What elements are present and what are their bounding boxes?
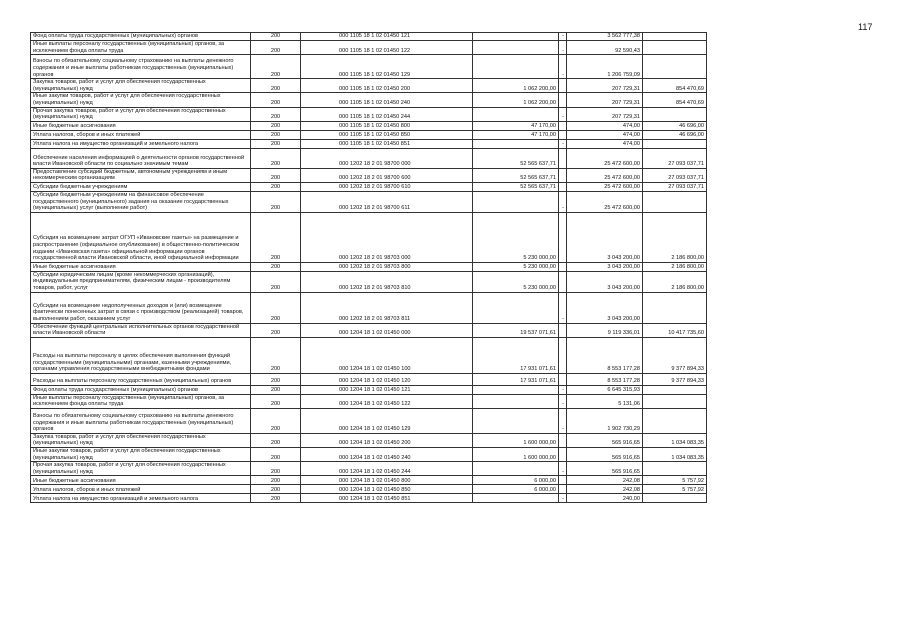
table-row xyxy=(31,121,707,130)
row-executed-amount: 207 729,31 xyxy=(567,93,643,107)
row-name: Предоставление субсидий бюджетным, автономным учреждениям и иным некоммерческим организациям xyxy=(31,168,251,182)
row-name: Фонд оплаты труда государственных (муниципальных) органов xyxy=(31,33,251,41)
row-approved-amount xyxy=(473,107,559,121)
row-code: 200 xyxy=(251,79,301,93)
row-marker: - xyxy=(559,394,567,408)
row-code: 200 xyxy=(251,148,301,168)
row-code: 200 xyxy=(251,93,301,107)
row-approved-amount: 6 000,00 xyxy=(473,476,559,485)
row-approved-amount: 52 565 637,71 xyxy=(473,168,559,182)
row-name: Закупка товаров, работ и услуг для обеспечения государственных (муниципальных) нужд xyxy=(31,433,251,447)
row-executed-amount: 92 590,43 xyxy=(567,41,643,55)
table-row xyxy=(31,130,707,139)
row-marker: - xyxy=(559,494,567,503)
budget-table-body xyxy=(31,33,707,503)
row-executed-amount: 207 729,31 xyxy=(567,107,643,121)
row-name: Иные бюджетные ассигнования xyxy=(31,476,251,485)
row-kbk: 000 1202 18 2 01 98703 811 xyxy=(301,292,473,323)
row-approved-amount: 52 565 637,71 xyxy=(473,182,559,191)
row-code: 200 xyxy=(251,476,301,485)
row-approved-amount xyxy=(473,33,559,41)
table-row xyxy=(31,433,707,447)
row-name: Обеспечение функций центральных исполнительных органов государственной власти Ивановской области xyxy=(31,323,251,337)
row-approved-amount xyxy=(473,494,559,503)
row-kbk: 000 1105 18 1 02 01450 129 xyxy=(301,55,473,79)
row-kbk: 000 1204 18 1 02 01450 851 xyxy=(301,494,473,503)
row-unexecuted-amount: 1 034 083,35 xyxy=(643,433,707,447)
row-code: 200 xyxy=(251,485,301,494)
row-name: Закупка товаров, работ и услуг для обеспечения государственных (муниципальных) нужд xyxy=(31,79,251,93)
table-row xyxy=(31,107,707,121)
row-code: 200 xyxy=(251,33,301,41)
row-name: Обеспечение населения информацией о деятельности органов государственной власти Ивановской области по социально значимым темам xyxy=(31,148,251,168)
row-marker: - xyxy=(559,385,567,394)
row-kbk: 000 1204 18 1 02 01450 100 xyxy=(301,337,473,373)
table-row xyxy=(31,408,707,433)
row-code: 200 xyxy=(251,191,301,212)
row-unexecuted-amount: 46 696,00 xyxy=(643,130,707,139)
row-executed-amount: 1 902 730,29 xyxy=(567,408,643,433)
row-unexecuted-amount: 2 186 800,00 xyxy=(643,262,707,271)
row-executed-amount: 3 562 777,38 xyxy=(567,33,643,41)
row-code: 200 xyxy=(251,337,301,373)
row-name: Фонд оплаты труда государственных (муниципальных) органов xyxy=(31,385,251,394)
row-code: 200 xyxy=(251,130,301,139)
row-unexecuted-amount: 10 417 735,60 xyxy=(643,323,707,337)
table-row xyxy=(31,292,707,323)
row-executed-amount: 474,00 xyxy=(567,130,643,139)
row-executed-amount: 25 472 600,00 xyxy=(567,182,643,191)
row-executed-amount: 8 553 177,28 xyxy=(567,373,643,385)
table-row xyxy=(31,394,707,408)
row-executed-amount: 565 916,65 xyxy=(567,462,643,476)
row-kbk: 000 1105 18 1 02 01450 800 xyxy=(301,121,473,130)
row-code: 200 xyxy=(251,292,301,323)
row-executed-amount: 3 043 200,00 xyxy=(567,271,643,292)
row-name: Уплата налогов, сборов и иных платежей xyxy=(31,485,251,494)
row-code: 200 xyxy=(251,121,301,130)
row-approved-amount: 1 062 200,00 xyxy=(473,93,559,107)
row-unexecuted-amount: 46 696,00 xyxy=(643,121,707,130)
row-code: 200 xyxy=(251,408,301,433)
row-executed-amount: 565 916,65 xyxy=(567,448,643,462)
row-code: 200 xyxy=(251,323,301,337)
row-code: 200 xyxy=(251,271,301,292)
row-name: Прочая закупка товаров, работ и услуг для обеспечения государственных (муниципальных) нужд xyxy=(31,107,251,121)
row-marker xyxy=(559,168,567,182)
row-code: 200 xyxy=(251,212,301,262)
row-unexecuted-amount: 2 186 800,00 xyxy=(643,271,707,292)
row-marker xyxy=(559,182,567,191)
row-name: Уплата налога на имущество организаций и земельного налога xyxy=(31,494,251,503)
row-name: Иные бюджетные ассигнования xyxy=(31,262,251,271)
row-name: Иные выплаты персоналу государственных (муниципальных) органов, за исключением фонда оплаты труда xyxy=(31,41,251,55)
row-name: Расходы на выплаты персоналу государственных (муниципальных) органов xyxy=(31,373,251,385)
row-executed-amount: 474,00 xyxy=(567,139,643,148)
row-kbk: 000 1202 18 2 01 98703 800 xyxy=(301,262,473,271)
row-kbk: 000 1204 18 1 02 01450 244 xyxy=(301,462,473,476)
table-row xyxy=(31,262,707,271)
row-kbk: 000 1204 18 1 02 01450 800 xyxy=(301,476,473,485)
row-unexecuted-amount xyxy=(643,33,707,41)
row-marker: - xyxy=(559,55,567,79)
row-marker: - xyxy=(559,33,567,41)
row-kbk: 000 1204 18 1 02 01450 200 xyxy=(301,433,473,447)
row-unexecuted-amount: 5 757,92 xyxy=(643,485,707,494)
table-row xyxy=(31,139,707,148)
row-marker xyxy=(559,79,567,93)
row-kbk: 000 1204 18 1 02 01450 129 xyxy=(301,408,473,433)
row-code: 200 xyxy=(251,462,301,476)
row-executed-amount: 207 729,31 xyxy=(567,79,643,93)
table-row xyxy=(31,212,707,262)
row-executed-amount: 25 472 600,00 xyxy=(567,168,643,182)
row-kbk: 000 1204 18 1 02 01450 121 xyxy=(301,385,473,394)
row-kbk: 000 1204 18 1 02 01450 850 xyxy=(301,485,473,494)
row-marker xyxy=(559,148,567,168)
table-row xyxy=(31,41,707,55)
row-marker xyxy=(559,485,567,494)
row-unexecuted-amount: 27 093 037,71 xyxy=(643,168,707,182)
row-approved-amount: 1 600 000,00 xyxy=(473,433,559,447)
row-approved-amount xyxy=(473,41,559,55)
table-row xyxy=(31,373,707,385)
row-executed-amount: 3 043 200,00 xyxy=(567,212,643,262)
table-row xyxy=(31,33,707,41)
row-code: 200 xyxy=(251,448,301,462)
row-marker xyxy=(559,323,567,337)
row-unexecuted-amount: 854 470,69 xyxy=(643,79,707,93)
row-approved-amount xyxy=(473,139,559,148)
row-name: Иные бюджетные ассигнования xyxy=(31,121,251,130)
row-code: 200 xyxy=(251,373,301,385)
row-executed-amount: 565 916,65 xyxy=(567,433,643,447)
row-approved-amount: 47 170,00 xyxy=(473,121,559,130)
row-kbk: 000 1105 18 1 02 01450 121 xyxy=(301,33,473,41)
row-approved-amount xyxy=(473,191,559,212)
row-code: 200 xyxy=(251,494,301,503)
row-kbk: 000 1202 18 2 01 98700 610 xyxy=(301,182,473,191)
row-approved-amount xyxy=(473,385,559,394)
row-unexecuted-amount: 5 757,92 xyxy=(643,476,707,485)
row-marker xyxy=(559,337,567,373)
row-approved-amount: 47 170,00 xyxy=(473,130,559,139)
row-unexecuted-amount: 2 186 800,00 xyxy=(643,212,707,262)
row-kbk: 000 1105 18 1 02 01450 244 xyxy=(301,107,473,121)
row-marker: - xyxy=(559,462,567,476)
row-approved-amount: 1 600 000,00 xyxy=(473,448,559,462)
row-kbk: 000 1105 18 1 02 01450 240 xyxy=(301,93,473,107)
table-row xyxy=(31,385,707,394)
row-name: Субсидии юридическим лицам (кроме некоммерческих организаций), индивидуальным предпринимателям, физическим лицам - производителям товаров, работ, услуг xyxy=(31,271,251,292)
row-executed-amount: 242,08 xyxy=(567,476,643,485)
table-row xyxy=(31,271,707,292)
row-marker: - xyxy=(559,408,567,433)
row-name: Расходы на выплаты персоналу в целях обеспечения выполнения функций государственными (муниципальными) органами, казенными учреждениями, органами управления государственными внебюджетными фондами xyxy=(31,337,251,373)
row-executed-amount: 3 043 200,00 xyxy=(567,262,643,271)
table-row xyxy=(31,337,707,373)
row-approved-amount: 5 230 000,00 xyxy=(473,271,559,292)
table-row xyxy=(31,148,707,168)
row-unexecuted-amount xyxy=(643,55,707,79)
row-unexecuted-amount xyxy=(643,107,707,121)
row-kbk: 000 1202 18 2 01 98703 810 xyxy=(301,271,473,292)
row-name: Иные выплаты персоналу государственных (муниципальных) органов, за исключением фонда оплаты труда xyxy=(31,394,251,408)
row-executed-amount: 5 131,06 xyxy=(567,394,643,408)
row-approved-amount: 5 230 000,00 xyxy=(473,262,559,271)
row-approved-amount: 5 230 000,00 xyxy=(473,212,559,262)
row-executed-amount: 240,00 xyxy=(567,494,643,503)
row-approved-amount xyxy=(473,462,559,476)
row-marker xyxy=(559,212,567,262)
row-kbk: 000 1202 18 2 01 98703 000 xyxy=(301,212,473,262)
row-marker: - xyxy=(559,292,567,323)
row-kbk: 000 1202 18 2 01 98700 600 xyxy=(301,168,473,182)
row-marker xyxy=(559,448,567,462)
row-kbk: 000 1204 18 1 02 01450 240 xyxy=(301,448,473,462)
row-kbk: 000 1204 18 1 02 01450 120 xyxy=(301,373,473,385)
row-kbk: 000 1105 18 1 02 01450 851 xyxy=(301,139,473,148)
row-unexecuted-amount: 9 377 894,33 xyxy=(643,337,707,373)
row-approved-amount xyxy=(473,55,559,79)
row-approved-amount: 52 565 637,71 xyxy=(473,148,559,168)
row-approved-amount: 19 537 071,61 xyxy=(473,323,559,337)
row-executed-amount: 242,08 xyxy=(567,485,643,494)
row-marker: - xyxy=(559,41,567,55)
row-unexecuted-amount xyxy=(643,191,707,212)
row-name: Взносы по обязательному социальному страхованию на выплаты денежного содержания и иные выплаты работникам государственных (муниципальных) органов xyxy=(31,55,251,79)
row-name: Уплата налога на имущество организаций и земельного налога xyxy=(31,139,251,148)
row-approved-amount xyxy=(473,292,559,323)
row-kbk: 000 1204 18 1 02 01450 000 xyxy=(301,323,473,337)
row-unexecuted-amount xyxy=(643,292,707,323)
row-marker xyxy=(559,271,567,292)
row-approved-amount: 6 000,00 xyxy=(473,485,559,494)
row-code: 200 xyxy=(251,55,301,79)
row-kbk: 000 1105 18 1 02 01450 122 xyxy=(301,41,473,55)
table-row xyxy=(31,448,707,462)
row-marker: - xyxy=(559,139,567,148)
table-row xyxy=(31,323,707,337)
row-kbk: 000 1202 18 2 01 98700 611 xyxy=(301,191,473,212)
row-name: Уплата налогов, сборов и иных платежей xyxy=(31,130,251,139)
row-unexecuted-amount xyxy=(643,139,707,148)
row-unexecuted-amount: 854 470,69 xyxy=(643,93,707,107)
row-marker: - xyxy=(559,191,567,212)
row-code: 200 xyxy=(251,107,301,121)
row-unexecuted-amount xyxy=(643,494,707,503)
row-name: Иные закупки товаров, работ и услуг для обеспечения государственных (муниципальных) нужд xyxy=(31,448,251,462)
row-kbk: 000 1202 18 2 01 98700 000 xyxy=(301,148,473,168)
table-row xyxy=(31,485,707,494)
row-executed-amount: 6 645 315,93 xyxy=(567,385,643,394)
table-row xyxy=(31,55,707,79)
row-code: 200 xyxy=(251,262,301,271)
row-name: Субсидия на возмещение затрат ОГУП «Ивановские газеты» на размещение и распространение (официальное опубликование) в общественно-политическом издании «Ивановская газета» официальной информации органов государственной власти Ивановской области, иной официальной информации xyxy=(31,212,251,262)
row-executed-amount: 25 472 600,00 xyxy=(567,148,643,168)
table-row xyxy=(31,494,707,503)
row-unexecuted-amount xyxy=(643,408,707,433)
row-approved-amount xyxy=(473,408,559,433)
row-executed-amount: 9 119 336,01 xyxy=(567,323,643,337)
row-name: Субсидии бюджетным учреждениям на финансовое обеспечение государственного (муниципального) задания на оказание государственных (муниципальных) услуг (выполнение работ) xyxy=(31,191,251,212)
table-row xyxy=(31,476,707,485)
row-marker xyxy=(559,373,567,385)
row-code: 200 xyxy=(251,394,301,408)
row-kbk: 000 1105 18 1 02 01450 850 xyxy=(301,130,473,139)
row-code: 200 xyxy=(251,139,301,148)
table-row xyxy=(31,79,707,93)
table-row xyxy=(31,168,707,182)
row-unexecuted-amount xyxy=(643,385,707,394)
row-executed-amount: 474,00 xyxy=(567,121,643,130)
row-marker xyxy=(559,93,567,107)
row-marker xyxy=(559,433,567,447)
row-code: 200 xyxy=(251,41,301,55)
row-unexecuted-amount: 1 034 083,35 xyxy=(643,448,707,462)
row-unexecuted-amount: 27 093 037,71 xyxy=(643,182,707,191)
row-approved-amount xyxy=(473,394,559,408)
row-executed-amount: 25 472 600,00 xyxy=(567,191,643,212)
row-code: 200 xyxy=(251,433,301,447)
row-unexecuted-amount: 9 377 894,33 xyxy=(643,373,707,385)
row-name: Взносы по обязательному социальному страхованию на выплаты денежного содержания и иные выплаты работникам государственных (муниципальных) органов xyxy=(31,408,251,433)
row-marker: - xyxy=(559,107,567,121)
budget-table xyxy=(30,32,707,503)
row-unexecuted-amount xyxy=(643,41,707,55)
row-approved-amount: 17 931 071,61 xyxy=(473,373,559,385)
row-name: Субсидии на возмещение недополученных доходов и (или) возмещение фактически понесенных затрат в связи с производством (реализацией) товаров, выполнением работ, оказанием услуг xyxy=(31,292,251,323)
row-name: Прочая закупка товаров, работ и услуг для обеспечения государственных (муниципальных) нужд xyxy=(31,462,251,476)
row-code: 200 xyxy=(251,168,301,182)
table-row xyxy=(31,182,707,191)
row-unexecuted-amount: 27 093 037,71 xyxy=(643,148,707,168)
row-code: 200 xyxy=(251,182,301,191)
table-row xyxy=(31,93,707,107)
row-marker xyxy=(559,130,567,139)
row-executed-amount: 3 043 200,00 xyxy=(567,292,643,323)
row-unexecuted-amount xyxy=(643,462,707,476)
table-row xyxy=(31,191,707,212)
table-row xyxy=(31,462,707,476)
row-kbk: 000 1105 18 1 02 01450 200 xyxy=(301,79,473,93)
row-approved-amount: 17 931 071,61 xyxy=(473,337,559,373)
row-marker xyxy=(559,121,567,130)
row-executed-amount: 8 553 177,28 xyxy=(567,337,643,373)
row-approved-amount: 1 062 200,00 xyxy=(473,79,559,93)
row-marker xyxy=(559,476,567,485)
row-name: Иные закупки товаров, работ и услуг для обеспечения государственных (муниципальных) нужд xyxy=(31,93,251,107)
row-kbk: 000 1204 18 1 02 01450 122 xyxy=(301,394,473,408)
row-executed-amount: 1 206 759,09 xyxy=(567,55,643,79)
row-marker xyxy=(559,262,567,271)
row-code: 200 xyxy=(251,385,301,394)
row-name: Субсидии бюджетным учреждениям xyxy=(31,182,251,191)
page-number: 117 xyxy=(858,22,873,32)
row-unexecuted-amount xyxy=(643,394,707,408)
